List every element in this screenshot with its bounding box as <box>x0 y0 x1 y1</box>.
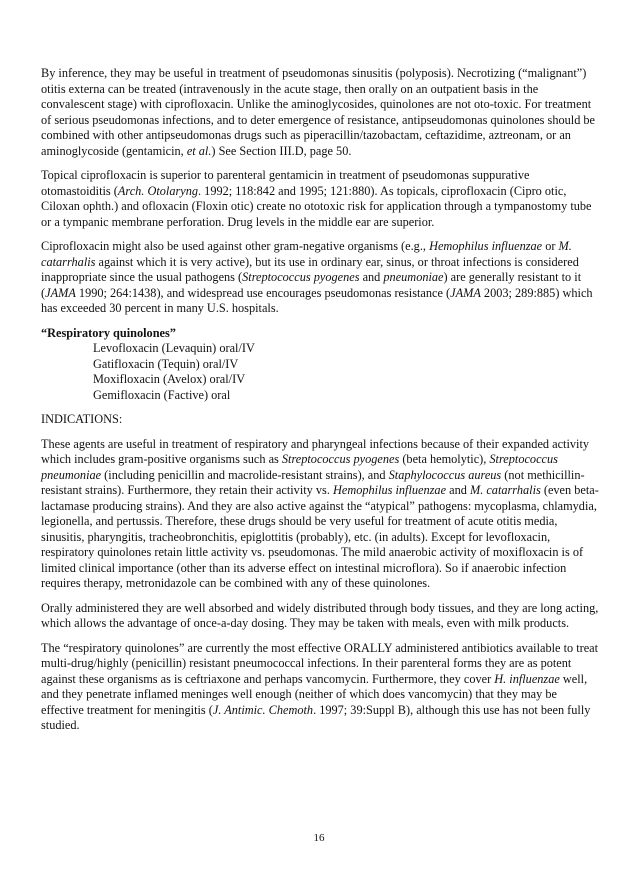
section-heading-respiratory-quinolones: “Respiratory quinolones” <box>41 325 176 340</box>
italic-text-run: Streptococcus pyogenes <box>242 270 360 284</box>
italic-text-run: Streptococcus pneumoniae <box>41 452 558 482</box>
text-run: ) are generally resistant to it ( <box>41 270 582 300</box>
text-run: 1990; 264:1438), and widespread use encourages pseudomonas resistance ( <box>75 285 451 300</box>
italic-text-run: M. catarrhalis <box>469 483 541 497</box>
paragraph-topical-ciprofloxacin <box>41 168 601 230</box>
drug-list-item: Levofloxacin (Levaquin) oral/IV <box>93 341 255 355</box>
page-number: 16 <box>313 832 325 844</box>
drug-list-item: Gemifloxacin (Factive) oral <box>93 387 231 402</box>
italic-text-run: et al. <box>186 143 212 158</box>
text-run: well, and they penetrate inflamed meninges well enough (neither of which does vancomycin) that they may be effective treatment for meningitis ( <box>41 671 588 717</box>
text-run: The “respiratory quinolones” are currently the most effective ORALLY administered antibiotics available to treat multi-drug/highly (penicillin) resistant pneumococcal infections. In their parenteral forms they are as potent against these organisms as is ceftriaxone and perhaps vancomycin. Furthermore, they cover <box>41 640 599 686</box>
italic-text-run: Streptococcus pyogenes <box>281 452 400 466</box>
text-run: 2003; 289:885) which has exceeded 30 percent in many U.S. hospitals. <box>41 285 593 315</box>
drug-list <box>41 341 601 403</box>
paragraph-pseudomonas-sinusitis <box>41 66 601 159</box>
text-run: against which it is very active), but its use in ordinary ear, sinus, or throat infections is considered inappropriate since the usual pathogens ( <box>41 254 579 284</box>
italic-text-run: JAMA <box>45 285 76 300</box>
document-page <box>41 66 601 743</box>
paragraph-resistant-pneumococcal <box>41 641 601 734</box>
italic-text-run: M. catarrhalis <box>41 239 572 269</box>
text-run: and <box>446 483 470 497</box>
italic-text-run: pneumoniae <box>383 270 444 284</box>
text-run: (beta hemolytic), <box>399 452 490 466</box>
italic-text-run: Arch. Otolaryng <box>117 183 199 198</box>
paragraph-gram-negative-use <box>41 239 601 317</box>
text-run: By inference, they may be useful in treatment of pseudomonas sinusitis (polyposis). Necrotizing (“malignant”) otitis externa can be treated (intravenously in the acute stage, then orally on an outpatient basis in the convalescent stage) with ciprofloxacin. Unlike the aminoglycosides, quinolones are not oto-toxic. For treatment of serious pseudomonas infections, and to deter emergence of resistance, antipseudomonas quinolones should be combined with other antipseudomonas drugs such as piperacillin/tazobactam, ceftazidime, aztreonam, or an aminoglycoside (gentamicin, <box>41 66 596 158</box>
text-run: (including penicillin and macrolide-resistant strains), and <box>101 467 389 482</box>
text-run: Ciprofloxacin might also be used against other gram-negative organisms (e.g., <box>41 239 430 253</box>
italic-text-run: Hemophilus influenzae <box>429 239 543 253</box>
italic-text-run: H. influenzae <box>494 671 560 686</box>
text-run: Topical ciprofloxacin is superior to parenteral gentamicin in treatment of pseudomonas suppurative otomastoiditis ( <box>41 168 530 198</box>
paragraph-indications <box>41 437 601 592</box>
drug-list-item: Moxifloxacin (Avelox) oral/IV <box>93 372 246 386</box>
text-run: or <box>542 239 559 253</box>
italic-text-run: Staphylococcus aureus <box>388 467 502 482</box>
indications-label: INDICATIONS: <box>41 412 123 426</box>
text-run: . 1997; 39:Suppl B), although this use has not been fully studied. <box>41 702 591 732</box>
italic-text-run: JAMA <box>450 285 481 300</box>
italic-text-run: J. Antimic. Chemoth <box>212 702 314 717</box>
text-run: Orally administered they are well absorbed and widely distributed through body tissues, and they are long acting, which allows the advantage of once-a-day dosing. They may be taken with meals, even with milk products. <box>41 600 599 630</box>
text-run: . 1992; 118:842 and 1995; 121:880). As topicals, ciprofloxacin (Cipro otic, Ciloxan ophth.) and ofloxacin (Floxin otic) create no ototoxic risk for application through a tympanostomy tube or a tympanic membrane perforation. Drug levels in the middle ear are superior. <box>41 183 592 229</box>
text-run: These agents are useful in treatment of respiratory and pharyngeal infections because of their expanded activity which includes gram-positive organisms such as <box>41 436 590 466</box>
italic-text-run: Hemophilus influenzae <box>332 483 447 497</box>
drug-list-item: Gatifloxacin (Tequin) oral/IV <box>93 356 239 371</box>
paragraph-oral-administration <box>41 601 601 632</box>
text-run: and <box>359 270 384 284</box>
text-run: (even beta-lactamase producing strains). And they are also active against the “atypical” pathogens: mycoplasma, chlamydia, legionella, and pertussis. Therefore, these drugs should be very useful for treatment of acute otitis media, sinusitis, pharyngitis, tracheobronchitis, epiglottitis (probably), etc. (in adults). Except for levofloxacin, respiratory quinolones retain little activity vs. pseudomonas. The mild anaerobic activity of moxifloxacin is of limited clinical importance (other than its adverse effect on intestinal microflora). So if anaerobic infection requires therapy, metronidazole can be combined with any of these quinolones. <box>41 483 599 590</box>
text-run: (not methicillin-resistant strains). Furthermore, they retain their activity vs. <box>41 467 585 497</box>
text-run: ) See Section III.D, page 50. <box>211 143 352 158</box>
